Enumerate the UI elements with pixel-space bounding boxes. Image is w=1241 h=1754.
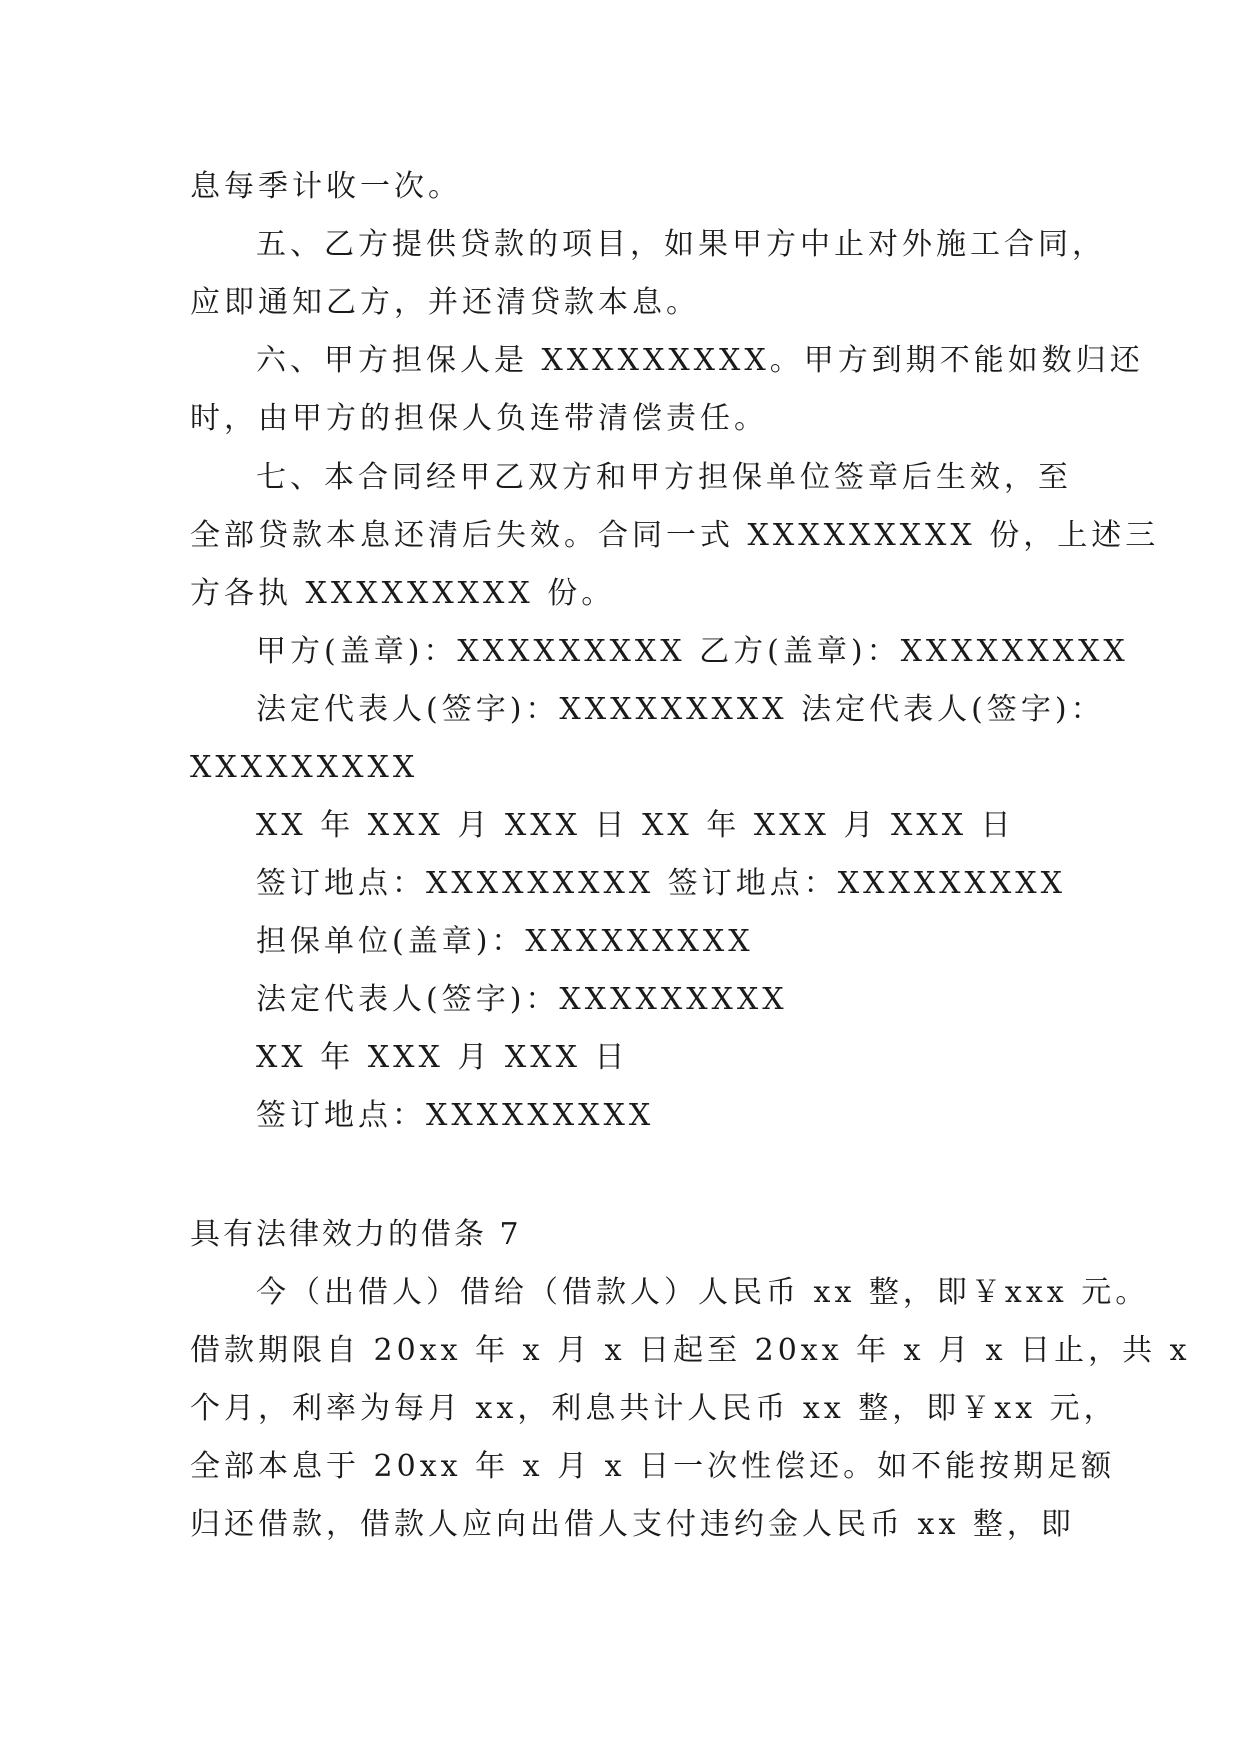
iou-paragraph-line: 归还借款，借款人应向出借人支付违约金人民币 xx 整，即 [190, 1507, 1075, 1542]
clause-seven-line: 七、本合同经甲乙双方和甲方担保单位签章后生效，至 [256, 460, 1072, 495]
paragraph-line: 时，由甲方的担保人负连带清偿责任。 [190, 401, 768, 436]
legal-rep-line: 法定代表人(签字)：XXXXXXXXX 法定代表人(签字)： [256, 692, 1105, 727]
iou-paragraph-line: 今（出借人）借给（借款人）人民币 xx 整，即￥xxx 元。 [256, 1275, 1150, 1310]
iou-paragraph-line: 借款期限自 20xx 年 x 月 x 日起至 20xx 年 x 月 x 日止，共 x [190, 1333, 1191, 1368]
iou-paragraph-line: 全部本息于 20xx 年 x 月 x 日一次性偿还。如不能按期足额 [190, 1449, 1116, 1484]
section-heading: 具有法律效力的借条 7 [190, 1217, 522, 1252]
guarantor-place-line: 签订地点：XXXXXXXXX [256, 1098, 655, 1133]
clause-six-line: 六、甲方担保人是 XXXXXXXXX。甲方到期不能如数归还 [256, 343, 1144, 378]
legal-rep-value-line: XXXXXXXXX [190, 750, 419, 785]
guarantor-seal-line: 担保单位(盖章)：XXXXXXXXX [256, 924, 754, 959]
clause-five-line: 五、乙方提供贷款的项目，如果甲方中止对外施工合同， [256, 227, 1106, 262]
paragraph-line: 息每季计收一次。 [190, 169, 462, 204]
guarantor-rep-line: 法定代表人(签字)：XXXXXXXXX [256, 982, 788, 1017]
paragraph-line: 应即通知乙方，并还清贷款本息。 [190, 285, 700, 320]
iou-paragraph-line: 个月，利率为每月 xx，利息共计人民币 xx 整，即￥xx 元， [190, 1391, 1118, 1426]
date-line: XX 年 XXX 月 XXX 日 XX 年 XXX 月 XXX 日 [256, 808, 1015, 843]
guarantor-date-line: XX 年 XXX 月 XXX 日 [256, 1040, 629, 1075]
party-seal-line: 甲方(盖章)：XXXXXXXXX 乙方(盖章)：XXXXXXXXX [256, 634, 1129, 669]
paragraph-line: 全部贷款本息还清后失效。合同一式 XXXXXXXXX 份，上述三 [190, 518, 1160, 553]
paragraph-line: 方各执 XXXXXXXXX 份。 [190, 576, 616, 611]
signing-place-line: 签订地点：XXXXXXXXX 签订地点：XXXXXXXXX [256, 866, 1066, 901]
